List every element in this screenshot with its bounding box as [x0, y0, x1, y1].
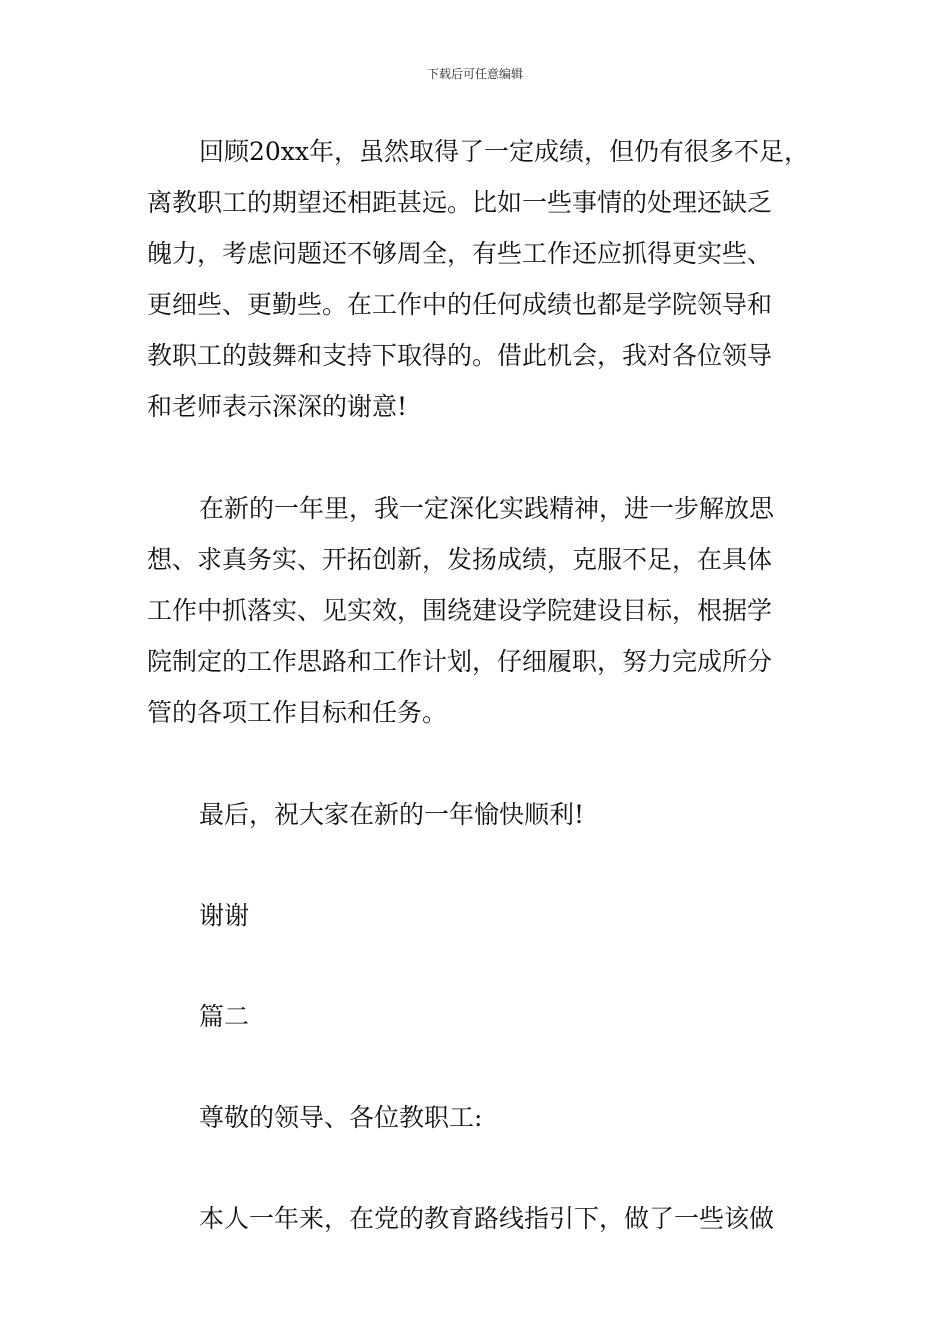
text-line: 尊敬的领导、各位教职工: [199, 1103, 483, 1132]
paragraph-new-year-plan [147, 483, 827, 738]
paragraph-closing-wish [147, 789, 827, 840]
text-line: 谢谢 [199, 901, 250, 930]
text-line: 想、求真务实、开拓创新，发扬成绩，克服不足，在具体 [147, 545, 773, 574]
text-line: 在新的一年里，我一定深化实践精神，进一步解放思 [199, 494, 775, 523]
section-heading [147, 991, 827, 1042]
text-line: 本人一年来，在党的教育路线指引下，做了一些该做 [199, 1204, 775, 1233]
document-body [147, 126, 827, 1244]
text-line: 更细些、更勤些。在工作中的任何成绩也都是学院领导和 [147, 290, 773, 319]
paragraph-thanks [147, 890, 827, 941]
salutation [147, 1092, 827, 1143]
text-line: 魄力，考虑问题还不够周全，有些工作还应抓得更实些、 [147, 239, 773, 268]
header-note: 下载后可任意编辑 [426, 67, 523, 81]
text-line: 教职工的鼓舞和支持下取得的。借此机会，我对各位领导 [147, 341, 773, 370]
text-line: 工作中抓落实、见实效，围绕建设学院建设目标，根据学 [147, 596, 773, 625]
text-line: 篇二 [199, 1002, 250, 1031]
paragraph-review [147, 126, 827, 432]
text-line: 院制定的工作思路和工作计划，仔细履职，努力完成所分 [147, 647, 773, 676]
text-line: 最后，祝大家在新的一年愉快顺利! [199, 800, 585, 829]
text-line: 管的各项工作目标和任务。 [147, 698, 448, 727]
text-line: 回顾20xx年，虽然取得了一定成绩，但仍有很多不足， [199, 137, 810, 166]
text-line: 离教职工的期望还相距甚远。比如一些事情的处理还缺乏 [147, 188, 773, 217]
text-line: 和老师表示深深的谢意! [147, 392, 408, 421]
paragraph-opening [147, 1193, 827, 1244]
